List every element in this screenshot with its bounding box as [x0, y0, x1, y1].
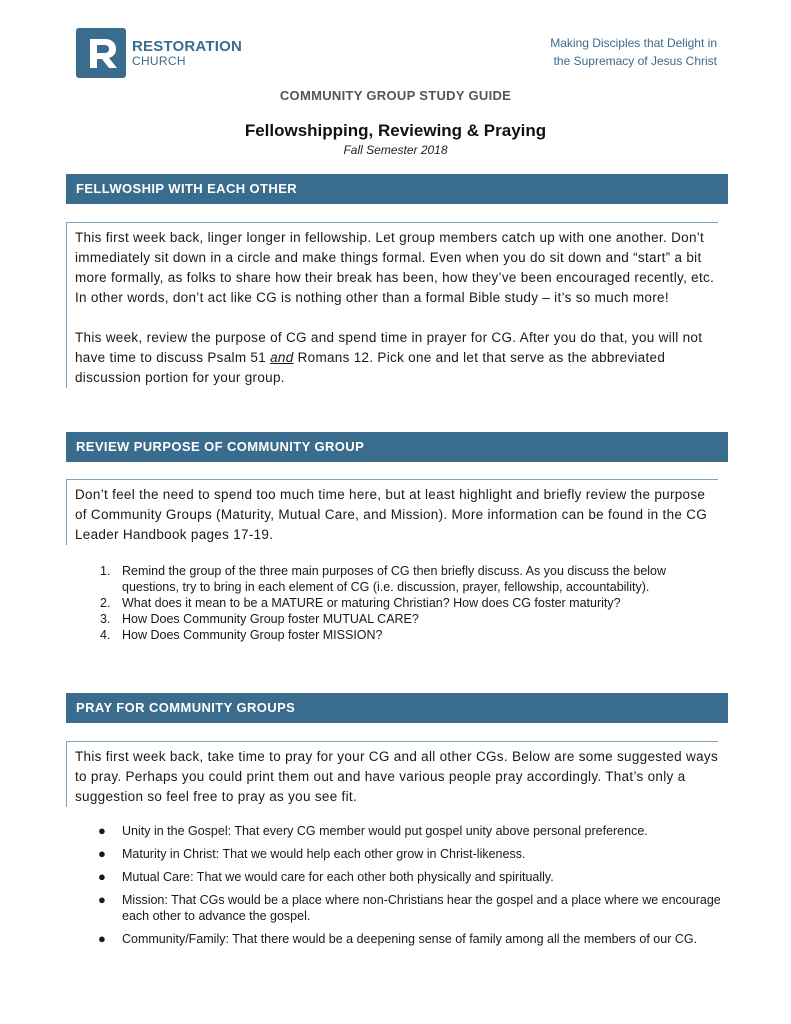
bullet-icon: ●: [98, 869, 106, 884]
bullet-text: That every CG member would put gospel unity above personal preference.: [231, 824, 648, 838]
paragraph: This first week back, take time to pray for your CG and all other CGs. Below are some suggested ways to pray. Perhaps you could print them out and have various people pray accordingly. That’s only a suggestion so feel free to pray as you see fit.: [75, 749, 719, 804]
section-body-pray: [66, 741, 718, 807]
tagline-line1: Making Disciples that Delight in: [550, 36, 717, 50]
list-item: [96, 611, 724, 627]
bullet-text: That CGs would be a place where non-Christians hear the gospel and a place where we encourage each other to advance the gospel.: [122, 893, 721, 923]
list-item: [96, 563, 724, 595]
section-body-review: [66, 479, 718, 545]
list-number: 1.: [100, 564, 111, 578]
paragraph: [75, 328, 718, 388]
bullet-text: That we would help each other grow in Christ-likeness.: [219, 847, 526, 861]
list-item-text: How Does Community Group foster MUTUAL CARE?: [122, 612, 419, 626]
list-number: 3.: [100, 612, 111, 626]
purpose-question-list: [96, 563, 724, 643]
tagline-line2: the Supremacy of Jesus Christ: [553, 54, 717, 68]
bullet-label: Mission:: [122, 893, 168, 907]
list-item: [96, 931, 724, 947]
bullet-text: That there would be a deepening sense of family among all the members of our CG.: [228, 932, 698, 946]
logo-r-icon: [76, 28, 126, 78]
bullet-icon: ●: [98, 823, 106, 838]
list-item-text: What does it mean to be a MATURE or maturing Christian? How does CG foster maturity?: [122, 596, 621, 610]
list-item: [96, 627, 724, 643]
document-type: COMMUNITY GROUP STUDY GUIDE: [279, 88, 512, 103]
logo-line2: CHURCH: [132, 54, 186, 68]
list-item: [96, 823, 724, 839]
bullet-icon: ●: [98, 846, 106, 861]
bullet-label: Mutual Care:: [122, 870, 194, 884]
list-item: [96, 892, 724, 924]
document-subtitle: Fall Semester 2018: [343, 143, 448, 157]
paragraph-text: Romans 12. Pick one and let that serve as the abbreviated discussion portion for your group.: [75, 350, 666, 385]
document-title: Fellowshipping, Reviewing & Praying: [244, 121, 547, 140]
section-heading-pray: PRAY FOR COMMUNITY GROUPS: [66, 693, 728, 723]
bullet-icon: ●: [98, 931, 106, 946]
logo-wordmark: [132, 39, 242, 67]
paragraph: This first week back, linger longer in fellowship. Let group members catch up with one another. Don’t immediately sit down in a circle and make things formal. Even when you do sit down and “start” a bit more formally, as folks to share how their break has been, how they’ve been encouraged recently, etc. In other words, don’t act like CG is nothing other than a formal Bible study – it’s so much more!: [75, 230, 715, 305]
paragraph: Don’t feel the need to spend too much time here, but at least highlight and briefly review the purpose of Community Groups (Maturity, Mutual Care, and Mission). More information can be found in the CG Leader Handbook pages 17-19.: [75, 487, 708, 542]
section-heading-review: REVIEW PURPOSE OF COMMUNITY GROUP: [66, 432, 728, 462]
church-logo: [76, 28, 242, 78]
bullet-label: Community/Family:: [122, 932, 229, 946]
list-number: 2.: [100, 596, 111, 610]
list-item: [96, 869, 724, 885]
prayer-bullet-list: [96, 823, 724, 954]
list-item: [96, 595, 724, 611]
paragraph-text: This week, review the purpose of CG and spend time in prayer for CG. After you do that, you will not have time to discuss Psalm 51: [75, 330, 703, 365]
bullet-icon: ●: [98, 892, 106, 907]
list-item: [96, 846, 724, 862]
bullet-label: Unity in the Gospel:: [122, 824, 232, 838]
list-number: 4.: [100, 628, 111, 642]
list-item-text: Remind the group of the three main purposes of CG then briefly discuss. As you discuss the below questions, try to bring in each element of CG (i.e. discussion, prayer, fellowship, accountability).: [122, 564, 667, 594]
logo-line1: RESTORATION: [132, 38, 242, 55]
section-heading-fellowship: FELLWOSHIP WITH EACH OTHER: [66, 174, 728, 204]
list-item-text: How Does Community Group foster MISSION?: [122, 628, 383, 642]
church-tagline: [550, 34, 717, 70]
bullet-text: That we would care for each other both physically and spiritually.: [193, 870, 554, 884]
bullet-label: Maturity in Christ:: [122, 847, 220, 861]
emphasis-and: and: [270, 350, 294, 365]
section-body-fellowship: [66, 222, 718, 388]
